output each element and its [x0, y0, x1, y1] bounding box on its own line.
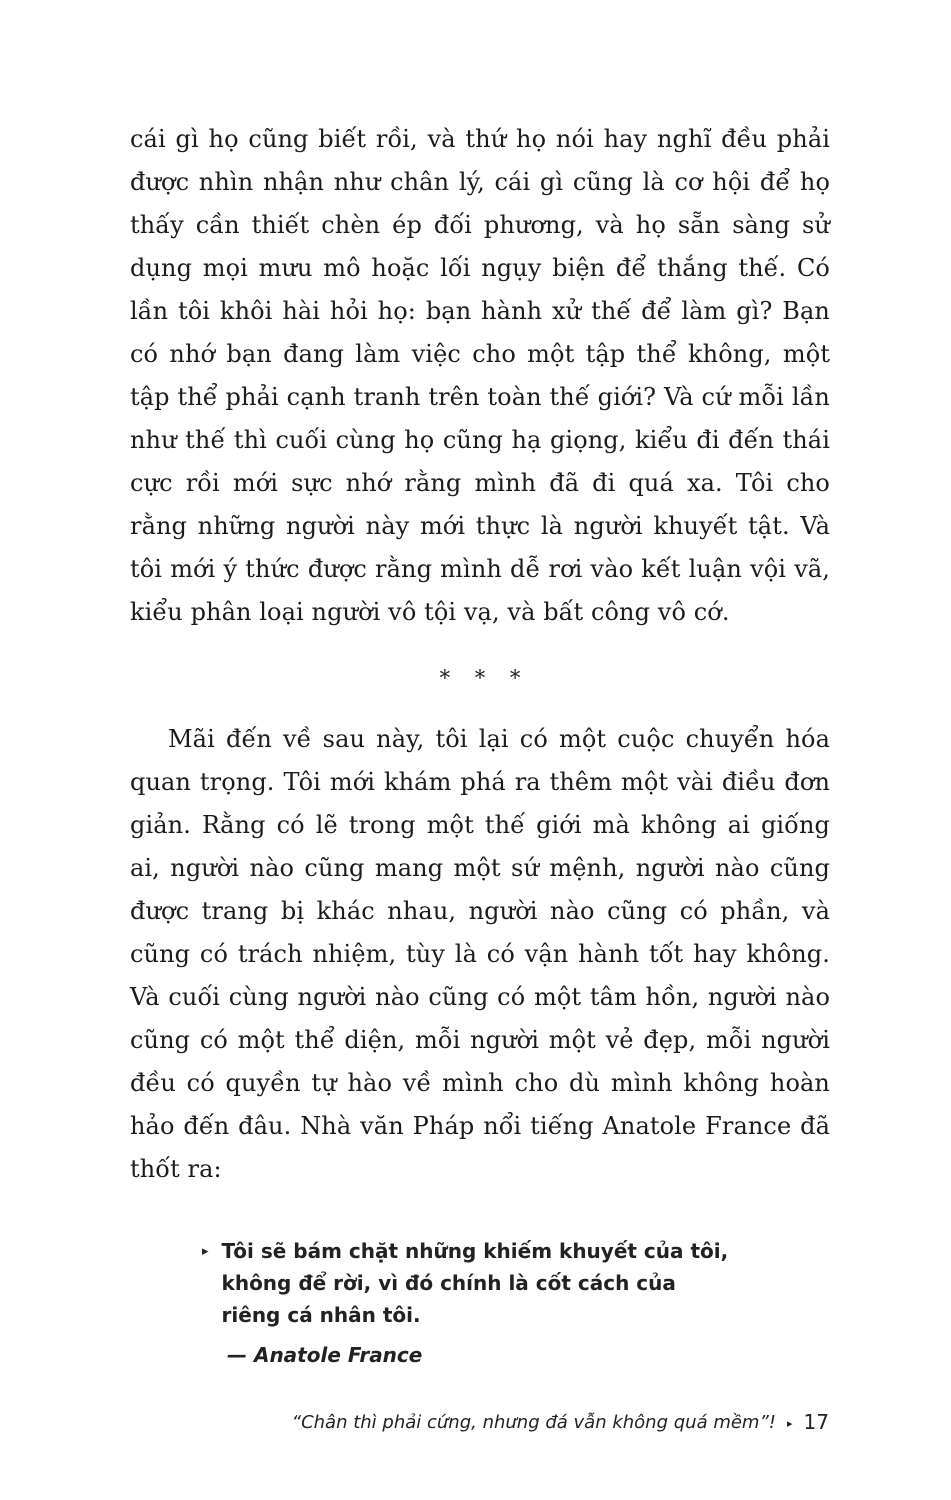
page-footer: [292, 1410, 829, 1434]
footer-bullet-icon: ▸: [787, 1416, 793, 1430]
quote-attribution: — Anatole France: [227, 1343, 423, 1367]
quote-text: Tôi sẽ bám chặt những khiếm khuyết của tôi, không để rời, vì đó chính là cốt cách của riêng cá nhân tôi.: [221, 1239, 729, 1327]
paragraph-continuation: cái gì họ cũng biết rồi, và thứ họ nói hay nghĩ đều phải được nhìn nhận như chân lý, cái gì cũng là cơ hội để họ thấy cần thiết chèn ép đối phương, và họ sẵn sàng sử dụng mọi mưu mô hoặc lối ngụy biện để thắng thế. Có lần tôi khôi hài hỏi họ: bạn hành xử thế để làm gì? Bạn có nhớ bạn đang làm việc cho một tập thể không, một tập thể phải cạnh tranh trên toàn thế giới? Và cứ mỗi lần như thế thì cuối cùng họ cũng hạ giọng, kiểu đi đến thái cực rồi mới sực nhớ rằng mình đã đi quá xa. Tôi cho rằng những người này mới thực là người khuyết tật. Và tôi mới ý thức được rằng mình dễ rơi vào kết luận vội vã, kiểu phân loại người vô tội vạ, và bất công vô cớ.: [130, 125, 830, 626]
section-separator: * * *: [439, 666, 530, 690]
quote-bullet-icon: ▸: [202, 1244, 209, 1259]
page-content: [130, 118, 830, 1371]
page-number: 17: [803, 1410, 829, 1434]
quote-text-row: [202, 1235, 830, 1331]
quote-block: [202, 1235, 830, 1371]
running-footer-title: “Chân thì phải cứng, nhưng đá vẫn không quá mềm”!: [291, 1411, 777, 1433]
paragraph-second: Mãi đến về sau này, tôi lại có một cuộc chuyển hóa quan trọng. Tôi mới khám phá ra thêm một vài điều đơn giản. Rằng có lẽ trong một thế giới mà không ai giống ai, người nào cũng mang một sứ mệnh, người nào cũng được trang bị khác nhau, người nào cũng có phần, và cũng có trách nhiệm, tùy là có vận hành tốt hay không. Và cuối cùng người nào cũng có một tâm hồn, người nào cũng có một thể diện, mỗi người một vẻ đẹp, mỗi người đều có quyền tự hào về mình cho dù mình không hoàn hảo đến đâu. Nhà văn Pháp nổi tiếng Anatole France đã thốt ra:: [130, 725, 830, 1183]
